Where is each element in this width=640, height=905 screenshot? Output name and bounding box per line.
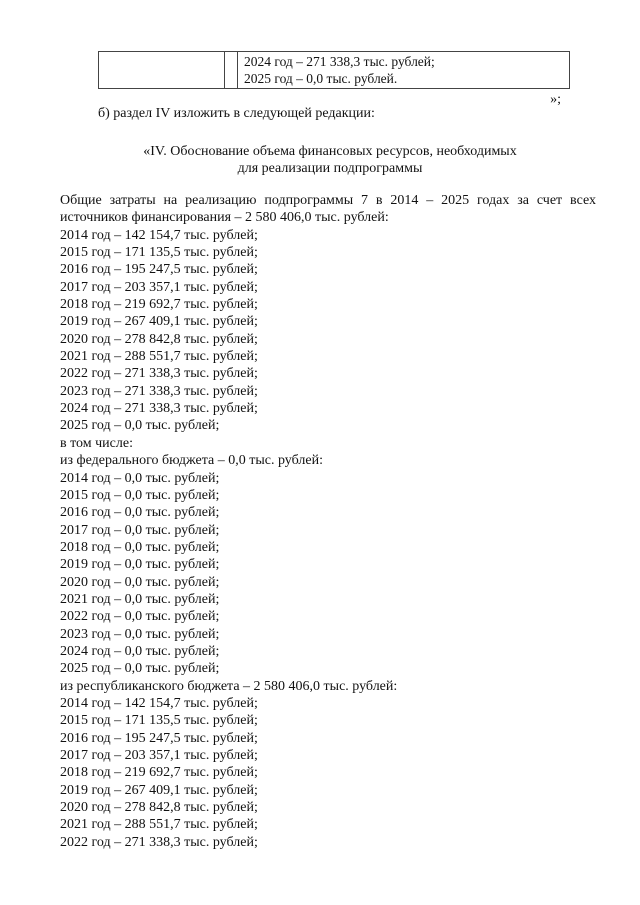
republican-budget-header: из республиканского бюджета – 2 580 406,0 тыс. рублей: — [60, 678, 398, 694]
federal-year-list — [60, 470, 596, 678]
list-item: 2015 год – 171 135,5 тыс. рублей; — [60, 713, 258, 729]
list-item: 2022 год – 271 338,3 тыс. рублей; — [60, 834, 258, 850]
republican-year-list — [60, 695, 596, 851]
list-item: 2024 год – 0,0 тыс. рублей; — [60, 643, 220, 659]
including-label: в том числе: — [60, 435, 133, 451]
list-item: 2019 год – 267 409,1 тыс. рублей; — [60, 782, 258, 798]
intro-line: Общие затраты на реализацию подпрограммы 7 в 2014 – 2025 годах за счет всех — [60, 193, 596, 208]
list-item: 2018 год – 0,0 тыс. рублей; — [60, 539, 220, 555]
table-cell-empty — [99, 52, 225, 89]
list-item: 2022 год – 271 338,3 тыс. рублей; — [60, 366, 258, 382]
table-cell-spacer — [225, 52, 238, 89]
table-cell-values — [238, 52, 570, 89]
list-item: 2016 год – 195 247,5 тыс. рублей; — [60, 730, 258, 746]
intro-line: источников финансирования – 2 580 406,0 тыс. рублей: — [60, 210, 389, 226]
section-heading — [60, 143, 600, 177]
list-item: 2017 год – 0,0 тыс. рублей; — [60, 522, 220, 538]
list-item: 2015 год – 171 135,5 тыс. рублей; — [60, 245, 258, 261]
list-item: 2025 год – 0,0 тыс. рублей; — [60, 661, 220, 677]
list-item: 2025 год – 0,0 тыс. рублей; — [60, 418, 220, 434]
list-item: 2022 год – 0,0 тыс. рублей; — [60, 609, 220, 625]
amendment-instruction: б) раздел IV изложить в следующей редакции: — [98, 106, 375, 121]
federal-budget-header: из федерального бюджета – 0,0 тыс. рублей: — [60, 453, 323, 469]
list-item: 2014 год – 142 154,7 тыс. рублей; — [60, 227, 258, 243]
heading-line: «IV. Обоснование объема финансовых ресурсов, необходимых — [143, 144, 517, 159]
list-item: 2023 год – 271 338,3 тыс. рублей; — [60, 383, 258, 399]
list-item: 2016 год – 195 247,5 тыс. рублей; — [60, 262, 258, 278]
list-item: 2019 год – 0,0 тыс. рублей; — [60, 557, 220, 573]
heading-line: для реализации подпрограммы — [237, 161, 423, 176]
list-item: 2020 год – 0,0 тыс. рублей; — [60, 574, 220, 590]
closing-quote-mark: »; — [550, 92, 561, 107]
list-item: 2021 год – 288 551,7 тыс. рублей; — [60, 817, 258, 833]
list-item: 2018 год – 219 692,7 тыс. рублей; — [60, 297, 258, 313]
list-item: 2015 год – 0,0 тыс. рублей; — [60, 487, 220, 503]
list-item: 2018 год – 219 692,7 тыс. рублей; — [60, 765, 258, 781]
list-item: 2019 год – 267 409,1 тыс. рублей; — [60, 314, 258, 330]
list-item: 2014 год – 0,0 тыс. рублей; — [60, 470, 220, 486]
list-item: 2024 год – 271 338,3 тыс. рублей; — [60, 401, 258, 417]
table-row — [99, 52, 570, 89]
list-item: 2017 год – 203 357,1 тыс. рублей; — [60, 279, 258, 295]
list-item: 2020 год – 278 842,8 тыс. рублей; — [60, 800, 258, 816]
table-line: 2025 год – 0,0 тыс. рублей. — [244, 71, 398, 86]
list-item: 2021 год – 288 551,7 тыс. рублей; — [60, 349, 258, 365]
section-body — [60, 192, 596, 851]
list-item: 2023 год – 0,0 тыс. рублей; — [60, 626, 220, 642]
list-item: 2016 год – 0,0 тыс. рублей; — [60, 505, 220, 521]
list-item: 2021 год – 0,0 тыс. рублей; — [60, 591, 220, 607]
list-item: 2014 год – 142 154,7 тыс. рублей; — [60, 695, 258, 711]
list-item: 2017 год – 203 357,1 тыс. рублей; — [60, 748, 258, 763]
table-line: 2024 год – 271 338,3 тыс. рублей; — [244, 54, 435, 69]
total-year-list — [60, 227, 596, 435]
continuation-table — [98, 51, 570, 89]
list-item: 2020 год – 278 842,8 тыс. рублей; — [60, 331, 258, 347]
